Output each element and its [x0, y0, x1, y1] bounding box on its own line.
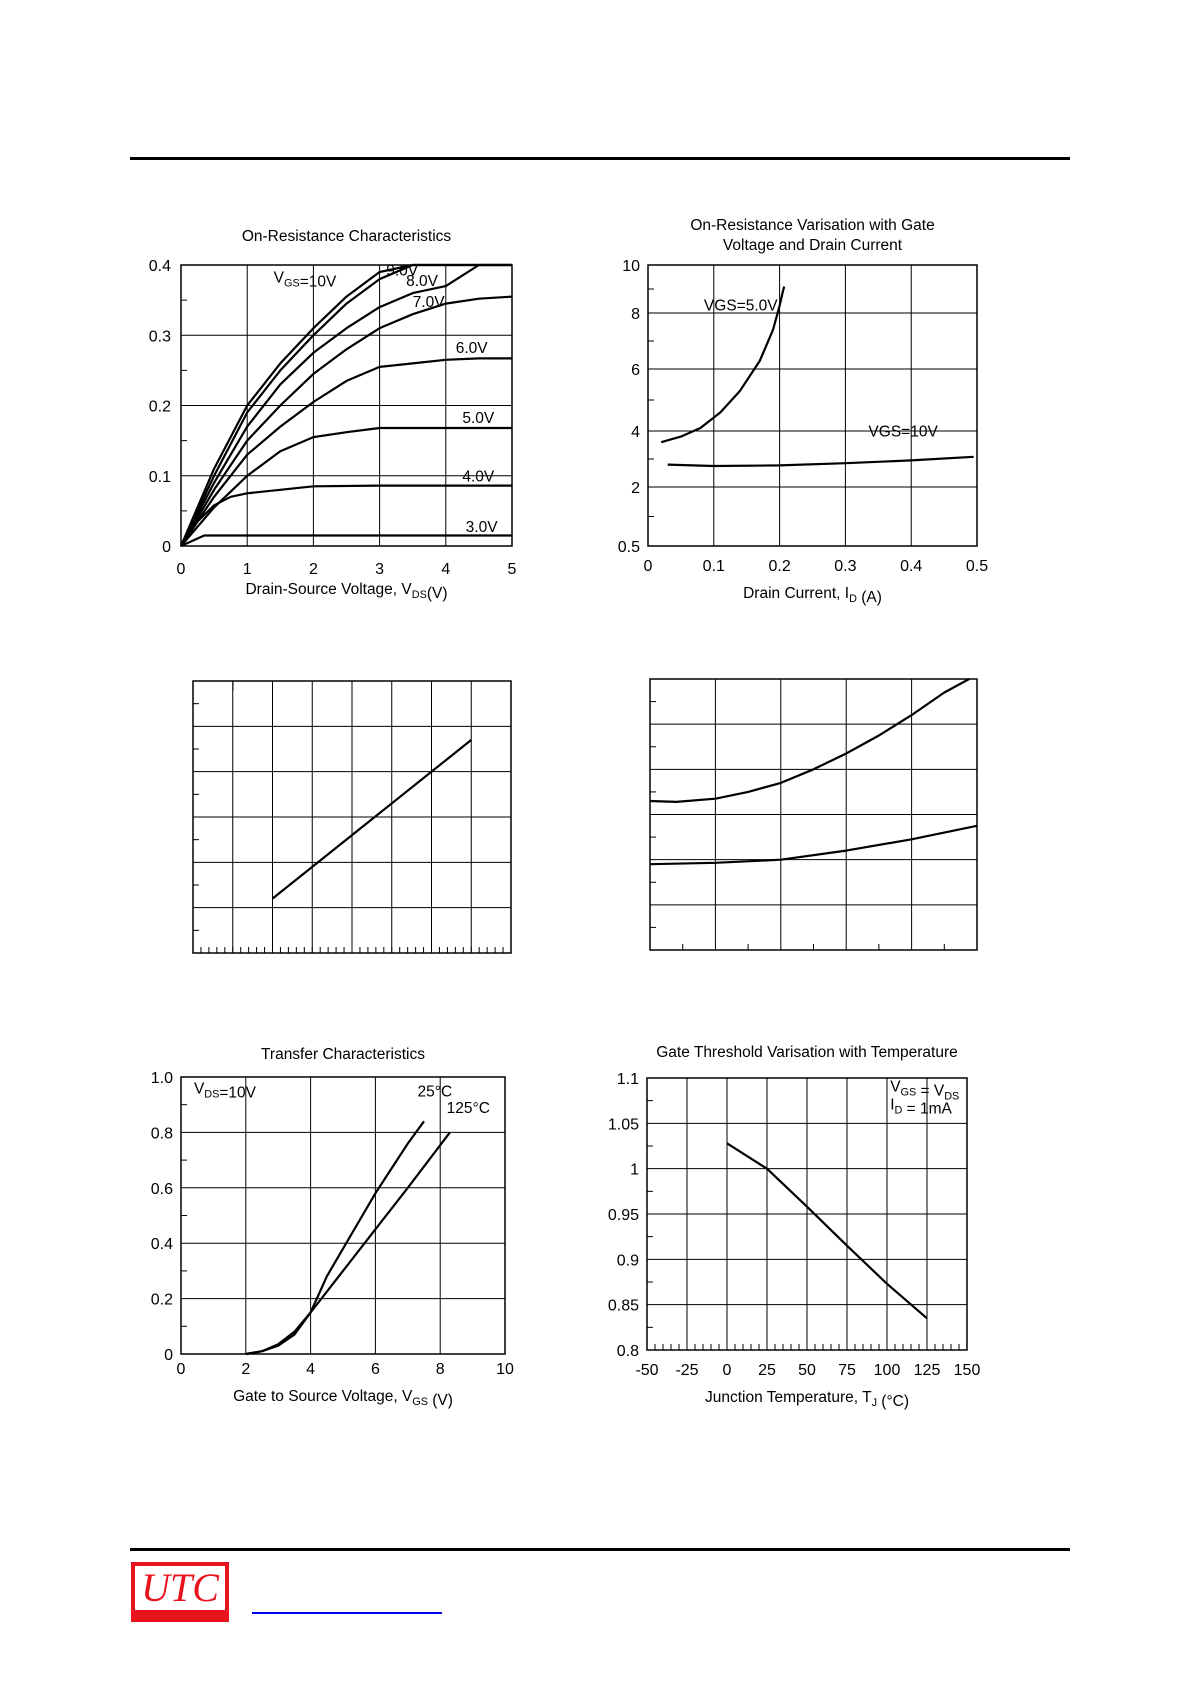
chart-1	[149, 228, 517, 602]
y-tick-label: 0	[164, 1347, 173, 1364]
x-tick-label: 10	[496, 1361, 514, 1378]
y-tick-label: 1.05	[607, 1116, 639, 1134]
x-tick-label: 0.2	[768, 558, 791, 575]
series-annotation: $V_{DS}=10V$	[193, 1080, 257, 1102]
y-tick-label: 0	[162, 539, 171, 556]
x-tick-label: 0	[643, 558, 653, 575]
series-line-1	[650, 679, 969, 802]
x-tick-label: 125	[913, 1362, 941, 1379]
x-tick-label: -25	[675, 1362, 699, 1379]
y-tick-label: 0.6	[150, 1180, 173, 1198]
plot-frame	[181, 1077, 505, 1354]
x-tick-label: 5	[507, 561, 517, 578]
x-tick-label: 2	[308, 561, 318, 578]
y-tick-label: 0.4	[148, 258, 171, 275]
series-annotation: 6.0V	[455, 339, 488, 357]
chart-title: Voltage and Drain Current	[722, 237, 903, 254]
series-line-5	[181, 358, 512, 546]
chart-title: Gate Threshold Varisation with Temperature	[656, 1044, 958, 1061]
series-annotation: $V_{GS} = V_{DS}$	[890, 1078, 960, 1103]
x-axis-label: Drain Current, $I_D$ (A)	[743, 585, 882, 606]
x-tick-label: 0	[176, 1361, 186, 1378]
series-line-8	[181, 536, 512, 547]
chart-3	[193, 681, 511, 953]
x-axis-label: Drain-Source Voltage, $V_{DS}(V)$	[245, 581, 448, 602]
x-tick-label: 4	[306, 1361, 316, 1378]
x-tick-label: 25	[758, 1362, 776, 1379]
y-tick-label: 0.85	[607, 1297, 639, 1315]
chart-title: On-Resistance Varisation with Gate	[690, 217, 935, 234]
x-tick-label: 75	[838, 1362, 856, 1379]
y-tick-label: 1.1	[616, 1071, 639, 1088]
x-tick-label: 0.5	[965, 558, 989, 575]
series-annotation: 5.0V	[462, 410, 495, 428]
website-link[interactable]	[252, 1612, 442, 1614]
x-tick-label: 0.4	[900, 558, 923, 575]
x-axis-label: Junction Temperature, $T_J$ (°C)	[704, 1389, 910, 1410]
chart-title: Transfer Characteristics	[261, 1046, 425, 1063]
series-annotation: 125°C	[446, 1100, 490, 1118]
series-annotation: 4.0V	[462, 468, 495, 486]
y-tick-label: 10	[622, 258, 640, 275]
x-tick-label: 0.3	[834, 558, 857, 575]
x-tick-label: 0.1	[702, 558, 725, 575]
chart-5	[151, 1046, 514, 1409]
y-tick-label: 0.8	[616, 1343, 639, 1360]
x-tick-label: 150	[953, 1362, 981, 1379]
y-tick-label: 8	[631, 306, 640, 323]
x-tick-label: 100	[873, 1362, 901, 1379]
series-line-2	[650, 826, 977, 864]
y-tick-label: 4	[631, 424, 640, 441]
plot-frame	[648, 265, 977, 546]
y-tick-label: 0.2	[150, 1291, 173, 1309]
chart-4	[650, 679, 977, 950]
series-annotation: VGS=10V	[868, 423, 938, 441]
y-tick-label: 0.95	[607, 1207, 639, 1224]
y-tick-label: 6	[631, 362, 640, 379]
utc-logo	[131, 1562, 229, 1622]
series-annotation: 3.0V	[465, 518, 498, 536]
y-tick-label: 0.9	[616, 1252, 639, 1270]
x-tick-label: 8	[435, 1361, 445, 1378]
y-tick-label: 1.0	[150, 1070, 173, 1087]
series-line-1	[727, 1143, 927, 1318]
x-tick-label: 2	[241, 1361, 251, 1378]
x-tick-label: 0	[176, 561, 186, 578]
y-tick-label: 0.1	[148, 468, 171, 486]
series-annotation: 7.0V	[412, 294, 445, 312]
chart-6	[608, 1044, 981, 1410]
series-annotation: $I_D = 1mA$	[890, 1096, 952, 1118]
y-tick-label: 1	[630, 1161, 639, 1179]
series-annotation: VGS=5.0V	[703, 297, 778, 315]
utc-logo-text: UTC	[141, 1565, 219, 1610]
y-tick-label: 0.8	[150, 1125, 173, 1143]
x-tick-label: -50	[635, 1362, 659, 1379]
series-annotation: 8.0V	[406, 273, 438, 291]
series-annotation: 25°C	[417, 1083, 453, 1101]
x-tick-label: 0	[722, 1362, 732, 1379]
y-tick-label: 0.3	[148, 328, 171, 346]
series-annotation: $V_{GS}=10V$	[273, 269, 337, 291]
y-tick-label: 0.5	[617, 539, 640, 556]
footer-rule	[130, 1548, 1070, 1551]
y-tick-label: 0.2	[148, 398, 171, 416]
series-line-1	[273, 740, 472, 899]
series-annotation: 9.0V	[386, 262, 419, 280]
x-tick-label: 4	[441, 561, 451, 578]
y-tick-label: 0.4	[150, 1236, 173, 1254]
x-tick-label: 1	[242, 561, 252, 578]
y-tick-label: 2	[631, 480, 640, 497]
x-tick-label: 50	[798, 1362, 816, 1379]
x-axis-label: Gate to Source Voltage, $V_{GS}$ (V)	[233, 1388, 453, 1409]
series-line-7	[181, 486, 512, 546]
chart-title: On-Resistance Characteristics	[241, 228, 452, 245]
x-tick-label: 6	[370, 1361, 380, 1378]
chart-2	[618, 217, 988, 606]
series-line-1	[246, 1121, 424, 1354]
x-tick-label: 3	[375, 561, 385, 578]
